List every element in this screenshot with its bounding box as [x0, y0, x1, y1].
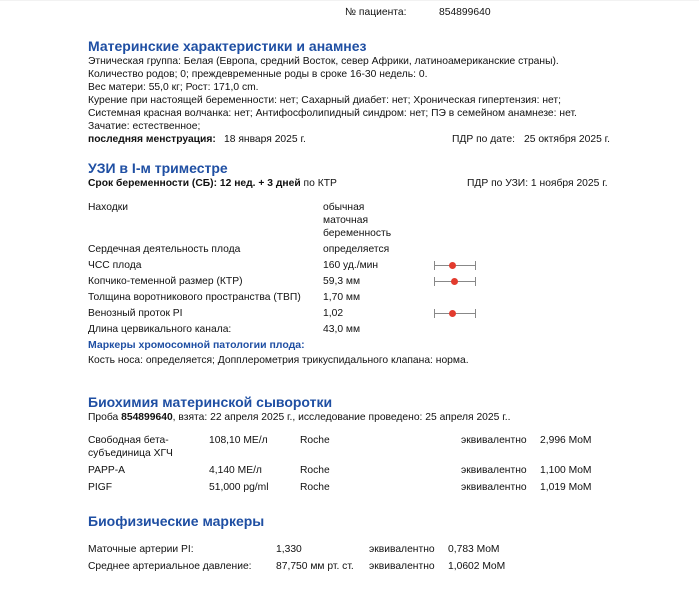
range-marker-dv — [434, 309, 476, 318]
lmp-value: 18 января 2025 г. — [224, 134, 306, 145]
conditions-line-2: Системная красная волчанка: нет; Антифосфолипидный синдром: нет; ПЭ в семейном анамнезе: нет. — [88, 108, 577, 119]
sample-id: 854899640 — [121, 412, 173, 423]
biochem-row-mom: 1,019 MoM — [540, 482, 592, 493]
gestational-age — [88, 177, 337, 190]
biochem-row-vendor: Roche — [300, 435, 330, 446]
maternal-section-title: Материнские характеристики и анамнез — [88, 38, 367, 54]
us-row-label: Венозный проток PI — [88, 308, 183, 319]
us-row-label: Сердечная деятельность плода — [88, 244, 241, 255]
us-row-label: Длина цервикального канала: — [88, 324, 232, 335]
gestational-age-value: Срок беременности (СБ): 12 нед. + 3 дней — [88, 178, 301, 189]
biophys-section-title: Биофизические маркеры — [88, 513, 265, 529]
conditions-line-1: Курение при настоящей беременности: нет; Сахарный диабет: нет; Хроническая гипертензия: нет; — [88, 95, 561, 106]
biochem-row-mom: 1,100 MoM — [540, 465, 592, 476]
us-row-value: 1,70 мм — [323, 292, 361, 303]
biochem-row-equiv: эквивалентно — [461, 465, 527, 476]
us-row-label: Копчико-теменной размер (КТР) — [88, 276, 243, 287]
biophys-row-equiv: эквивалентно — [369, 544, 435, 555]
findings-label: Находки — [88, 202, 128, 213]
lmp-label: последняя менструация: — [88, 134, 216, 145]
sample-info — [88, 411, 510, 424]
findings-value: обычная маточная беременность — [323, 202, 392, 239]
us-row-label: Толщина воротникового пространства (ТВП) — [88, 292, 301, 303]
range-marker-dot — [449, 262, 456, 269]
biophys-row-mom: 1,0602 MoM — [448, 561, 506, 572]
us-row-value: 160 уд./мин — [323, 260, 379, 271]
us-row-value: 59,3 мм — [323, 276, 361, 287]
biochem-row-name: PAPP-A — [88, 465, 126, 476]
page-top-edge — [0, 0, 699, 1]
sample-dates: , взята: 22 апреля 2025 г., исследование проведено: 25 апреля 2025 г.. — [172, 412, 511, 423]
biophys-row-equiv: эквивалентно — [369, 561, 435, 572]
biochem-row-vendor: Roche — [300, 482, 330, 493]
biochem-row-mom: 2,996 MoM — [540, 435, 592, 446]
ethnicity-text: Этническая группа: Белая (Европа, средний Восток, север Африки, латиноамериканские страны). — [88, 56, 559, 67]
biophys-row-mom: 0,783 MoM — [448, 544, 500, 555]
edd-value: 25 октября 2025 г. — [524, 134, 611, 145]
markers-text: Кость носа: определяется; Допплерометрия трикуспидального клапана: норма. — [88, 355, 469, 366]
range-marker-crl — [434, 277, 476, 286]
biochem-row-value: 4,140 ME/л — [209, 465, 262, 476]
biochem-section-title: Биохимия материнской сыворотки — [88, 394, 333, 410]
us-row-value: определяется — [323, 244, 390, 255]
markers-title: Маркеры хромосомной патологии плода: — [88, 339, 305, 351]
range-marker-dot — [451, 278, 458, 285]
weight-height-text: Вес матери: 55,0 кг; Рост: 171,0 cm. — [88, 82, 259, 93]
biochem-row-name: Свободная бета-субъединица ХГЧ — [88, 435, 173, 459]
biophys-row-name: Среднее артериальное давление: — [88, 561, 252, 572]
patient-number: 854899640 — [439, 7, 491, 18]
conception-text: Зачатие: естественное; — [88, 121, 201, 132]
edd-label: ПДР по дате: — [452, 134, 515, 145]
biochem-row-equiv: эквивалентно — [461, 435, 527, 446]
biophys-row-name: Маточные артерии PI: — [88, 544, 194, 555]
us-row-value: 43,0 мм — [323, 324, 361, 335]
births-text: Количество родов; 0; преждевременные роды в сроке 16-30 недель: 0. — [88, 69, 428, 80]
biochem-row-name: PIGF — [88, 482, 113, 493]
sample-prefix: Проба — [88, 412, 119, 423]
biochem-row-equiv: эквивалентно — [461, 482, 527, 493]
range-marker-fhr — [434, 261, 476, 270]
patient-number-label: № пациента: — [345, 7, 407, 18]
range-marker-dot — [449, 310, 456, 317]
us-row-value: 1,02 — [323, 308, 344, 319]
biochem-row-vendor: Roche — [300, 465, 330, 476]
ultrasound-section-title: УЗИ в I-м триместре — [88, 160, 228, 176]
edd-ultrasound: ПДР по УЗИ: 1 ноября 2025 г. — [467, 178, 608, 189]
biophys-row-value: 87,750 мм рт. ст. — [276, 561, 354, 572]
gestational-age-method: по КТР — [303, 178, 337, 189]
biochem-row-value: 51,000 pg/ml — [209, 482, 269, 493]
us-row-label: ЧСС плода — [88, 260, 142, 271]
biophys-row-value: 1,330 — [276, 544, 302, 555]
biochem-row-value: 108,10 ME/л — [209, 435, 268, 446]
